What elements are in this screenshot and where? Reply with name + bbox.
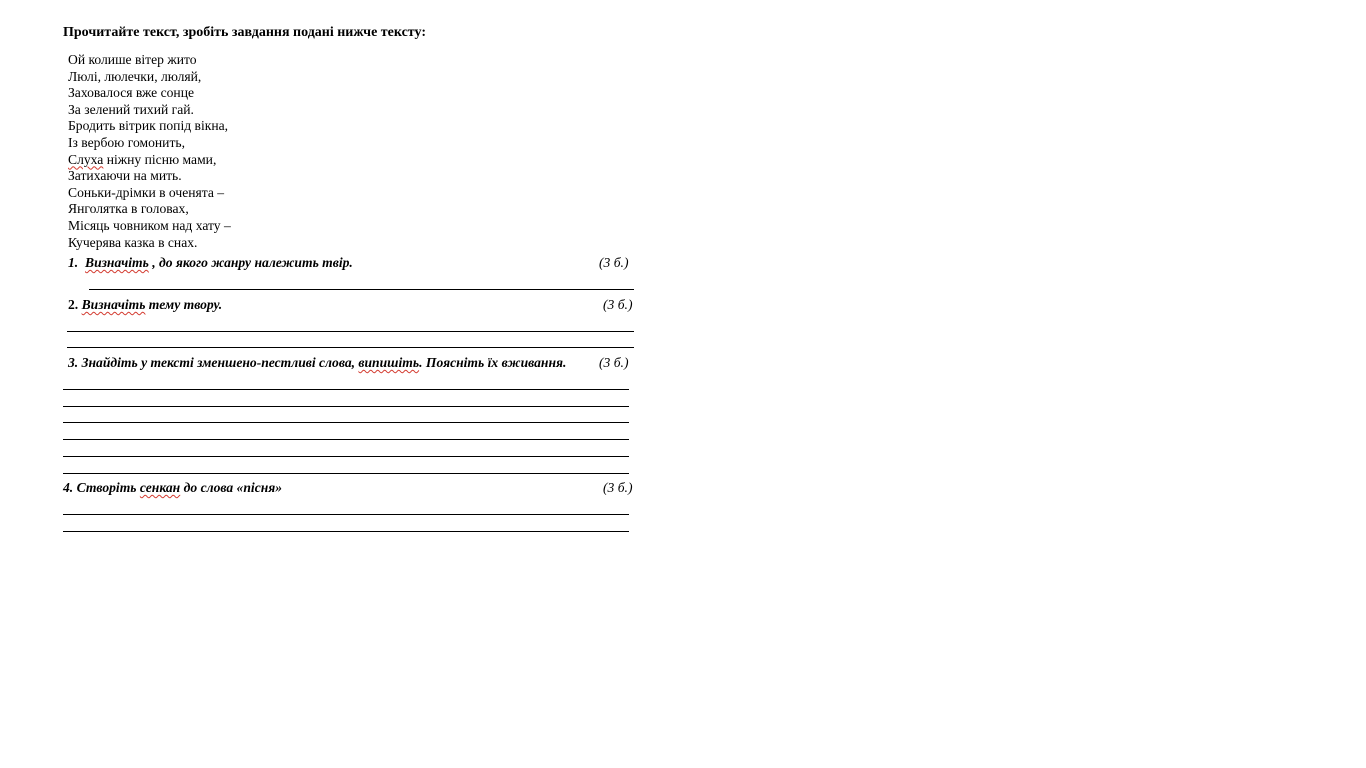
answer-line[interactable] [67, 331, 634, 332]
instructions-heading: Прочитайте текст, зробіть завдання подані нижче тексту: [63, 25, 426, 40]
poem-line: Люлі, люлечки, люляй, [68, 68, 202, 84]
task-4-text-before: 4. Створіть [63, 480, 140, 495]
task-1-number: 1. [68, 255, 79, 270]
answer-line[interactable] [89, 289, 634, 290]
task-3-text-before: 3. Знайдіть у тексті зменшено-пестливі слова, [68, 355, 359, 370]
task-4-term: сенкан [139, 480, 181, 495]
poem-line: Затихаючи на мить. [68, 168, 182, 184]
poem-line: Заховалося вже сонце [68, 85, 195, 101]
task-2-sep: . [74, 297, 79, 312]
task-2-question [68, 297, 222, 313]
task-1-verb: Визначіть [85, 255, 149, 270]
answer-line[interactable] [63, 439, 629, 440]
poem-line-7 [68, 152, 231, 169]
task-1-points: (3 б.) [599, 255, 629, 270]
task-3-text-after: . Поясніть їх вживання. [419, 355, 567, 370]
task-4-question [63, 480, 282, 496]
task-3-points: (3 б.) [599, 355, 629, 370]
task-2-points: (3 б.) [603, 297, 633, 312]
task-1-question [68, 255, 353, 271]
answer-line[interactable] [63, 514, 629, 515]
poem-line-rest: ніжну пісню мами, [103, 151, 217, 167]
poem-line: Кучерява казка в снах. [68, 234, 198, 250]
answer-line[interactable] [63, 406, 629, 407]
poem-line: Соньки-дрімки в оченята – [68, 184, 225, 200]
poem-word-sluha: Слуха [68, 151, 104, 167]
answer-line[interactable] [67, 347, 634, 348]
poem-line: Янголятка в головах, [68, 201, 189, 217]
poem-line: Бродить вітрик попід вікна, [68, 118, 229, 134]
poem-line: Ой колише вітер жито [68, 52, 197, 67]
task-3-question [68, 355, 566, 371]
task-4-points: (3 б.) [603, 480, 633, 495]
poem-line: Із вербою гомонить, [68, 134, 185, 150]
task-2-number: 2 [68, 297, 75, 312]
task-2-verb: Визначіть [81, 297, 146, 312]
poem-text [68, 52, 231, 251]
task-3-verb: випишіть [358, 355, 420, 370]
answer-line[interactable] [63, 422, 629, 423]
poem-line: Місяць човником над хату – [68, 217, 231, 233]
poem-line: За зелений тихий гай. [68, 101, 194, 117]
task-1-text: , до якого жанру належить твір. [148, 255, 353, 270]
answer-line[interactable] [63, 456, 629, 457]
task-2-text: тему твору. [145, 297, 223, 312]
answer-line[interactable] [63, 389, 629, 390]
task-4-text-after: до слова «пісня» [180, 480, 283, 495]
answer-line[interactable] [63, 531, 629, 532]
answer-line[interactable] [63, 473, 629, 474]
